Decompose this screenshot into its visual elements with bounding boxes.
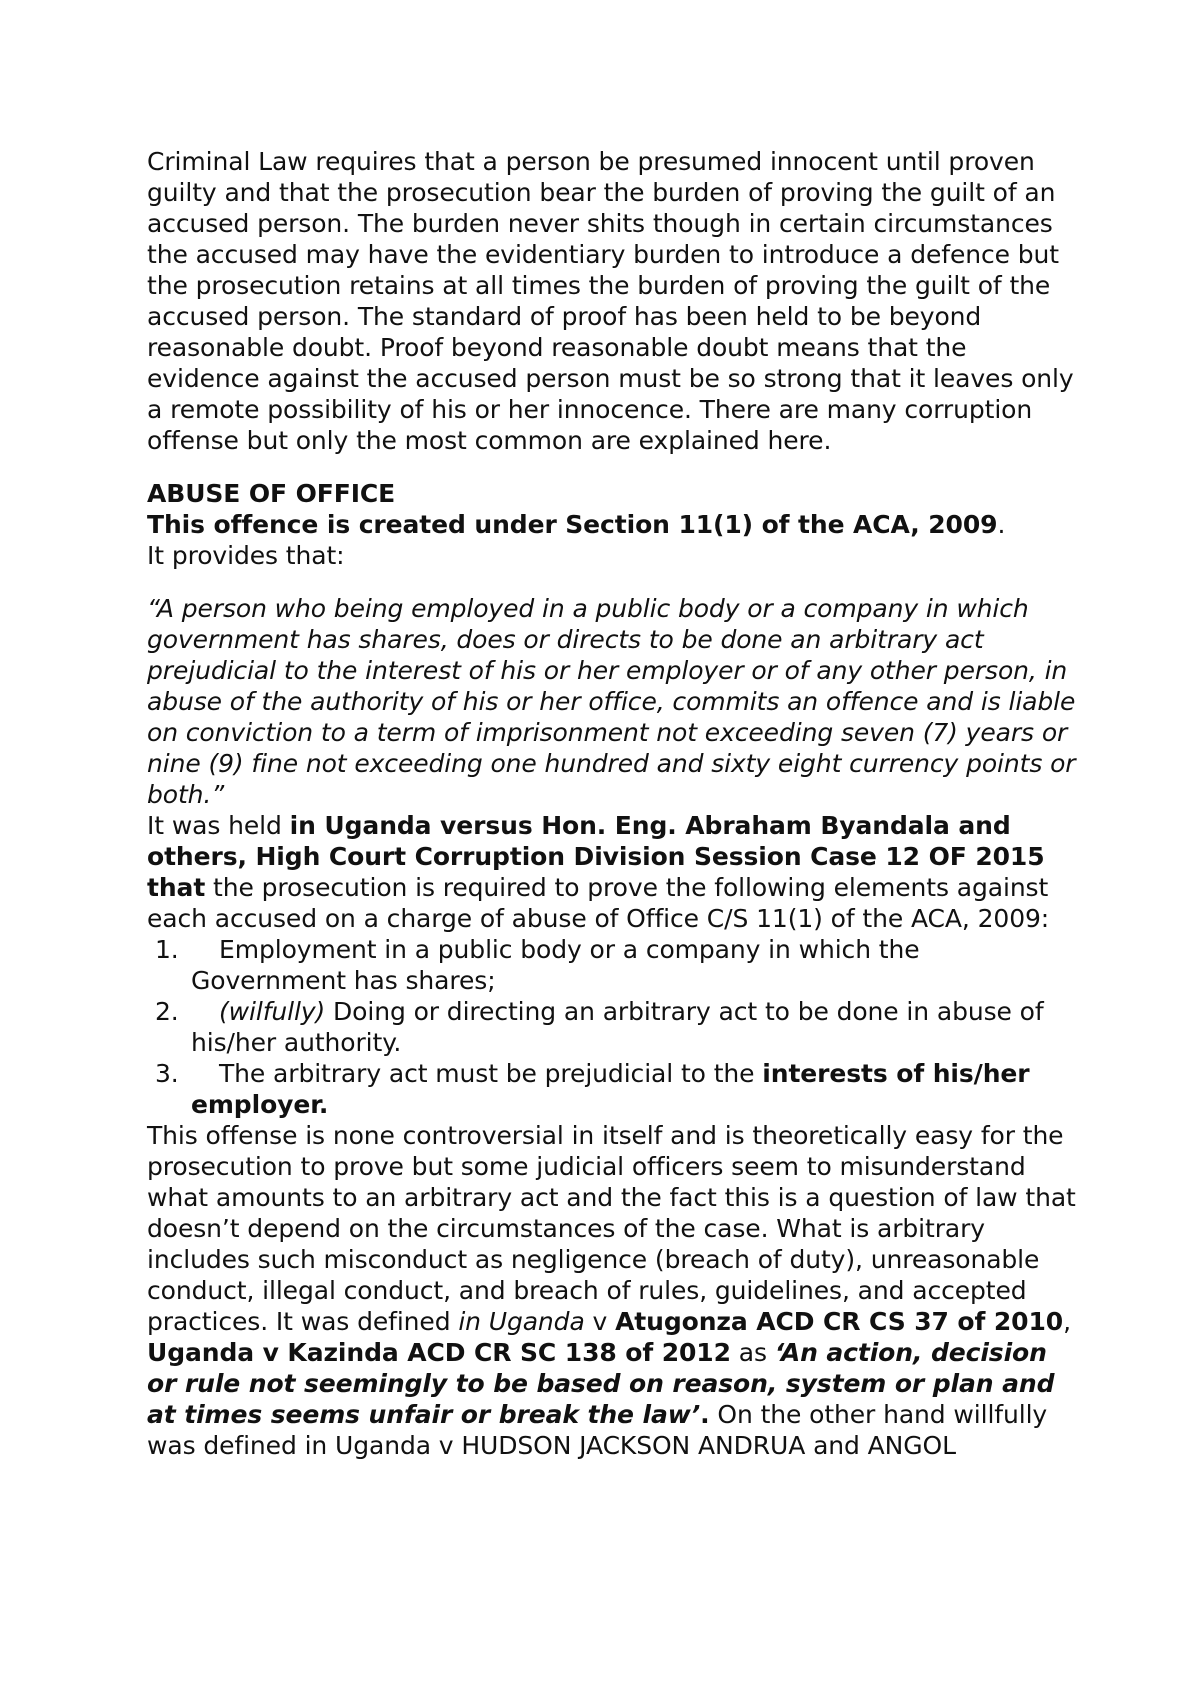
held-post: the prosecution is required to prove the following elements against each accused on a charge of abuse of Office C/S 11(1) of the ACA, 2009: — [147, 873, 1050, 933]
list-item-text: Doing or directing an arbitrary act to be done in abuse of his/her authority. — [191, 997, 1044, 1057]
intro-paragraph: Criminal Law requires that a person be presumed innocent until proven guilty and that the prosecution bear the burden of proving the guilt of an accused person. The burden never shits though in certain circumstances the accused may have the evidentiary burden to introduce a defence but the prosecution retains at all times the burden of proving the guilt of the accused person. The standard of proof has been held to be beyond reasonable doubt. Proof beyond reasonable doubt means that the evidence against the accused person must be so strong that it leaves only a remote possibility of his or her innocence. There are many corruption offense but only the most common are explained here. — [147, 147, 1074, 455]
discussion-dot: . — [700, 1400, 710, 1429]
case-citation-kazinda: Uganda v Kazinda ACD CR SC 138 of 2012 — [147, 1338, 731, 1367]
statute-quote: “A person who being employed in a public body or a company in which government has shares, does or directs to be done an arbitrary act prejudicial to the interest of his or her employer or of any other person, in abuse of the authority of his or her office, commits an offence and is liable on conviction to a term of imprisonment not exceeding seven (7) years or nine (9) fine not exceeding one hundred and sixty eight currency points or both.” — [147, 594, 1076, 809]
elements-list — [147, 934, 1077, 1120]
list-item-text: The arbitrary act must be prejudicial to the — [219, 1059, 763, 1088]
provides-line: It provides that: — [147, 541, 345, 570]
spacer — [147, 456, 1077, 478]
list-item — [147, 1058, 1077, 1120]
held-case-citation: in Uganda versus Hon. Eng. Abraham Byandala and others, High Court Corruption Division Session Case 12 OF 2015 that — [147, 811, 1045, 902]
discussion-v: v — [584, 1307, 616, 1336]
section-created-tail: . — [997, 510, 1006, 539]
list-item-text: Employment in a public body or a company in which the Government has shares; — [191, 935, 920, 995]
discussion-tail: On the other hand willfully was defined in Uganda v HUDSON JACKSON ANDRUA and ANGOL — [147, 1400, 1048, 1460]
list-item-italic: (wilfully) — [219, 997, 326, 1026]
definition-quote: ‘An action, decision or rule not seemingly to be based on reason, system or plan and at times seems unfair or break the law’ — [147, 1338, 1055, 1429]
list-item — [147, 934, 1077, 996]
discussion-paragraph — [147, 1120, 1077, 1461]
list-number: 2. — [155, 997, 179, 1026]
spacer — [147, 571, 1077, 593]
discussion-italic: in Uganda — [458, 1307, 585, 1336]
document-page — [147, 146, 1077, 1461]
section-created-bold: This offence is created under Section 11(1) of the ACA, 2009 — [147, 510, 998, 539]
list-number: 1. — [155, 935, 179, 964]
list-number: 3. — [155, 1059, 179, 1088]
discussion-comma: , — [1063, 1307, 1071, 1336]
section-heading: ABUSE OF OFFICE — [147, 479, 396, 508]
case-citation-atugonza: Atugonza ACD CR CS 37 of 2010 — [615, 1307, 1064, 1336]
section-created-line — [147, 509, 1077, 540]
list-item — [147, 996, 1077, 1058]
held-paragraph — [147, 810, 1077, 934]
list-item-bold: interests of his/her employer. — [191, 1059, 1030, 1119]
held-pre: It was held — [147, 811, 290, 840]
discussion-as: as — [730, 1338, 775, 1367]
discussion-text: This offense is none controversial in itself and is theoretically easy for the prosecution to prove but some judicial officers seem to misunderstand what amounts to an arbitrary act and the fact this is a question of law that doesn’t depend on the circumstances of the case. What is arbitrary includes such misconduct as negligence (breach of duty), unreasonable conduct, illegal conduct, and breach of rules, guidelines, and accepted practices. It was defined — [147, 1121, 1076, 1336]
